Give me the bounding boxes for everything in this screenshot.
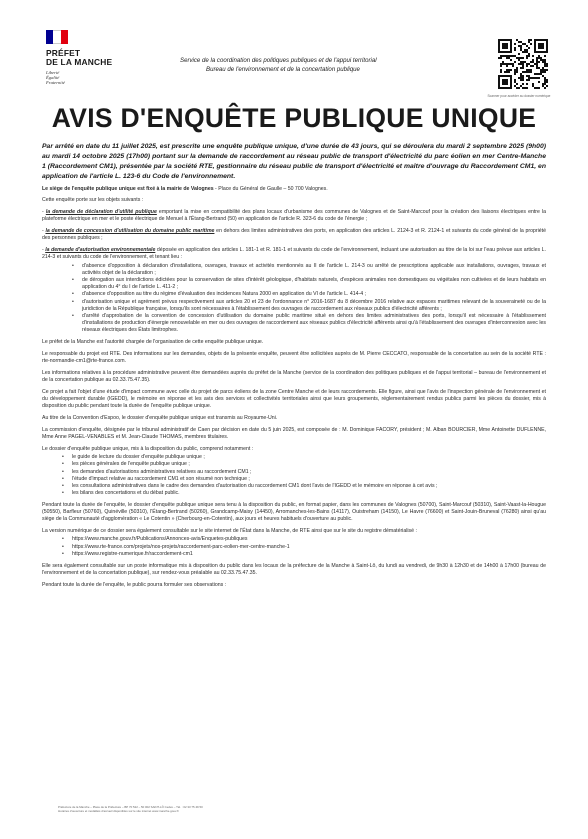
- object-text: en dehors des limites administratives des ports, en application des articles L. 2124-3 et R. 2124-1 et suivants du code général de la propriété des personnes publiques ;: [42, 228, 546, 242]
- project-owner-paragraph: Le responsable du projet est RTE. Des informations sur les demandes, objets de la présente enquête, peuvent être sollicitées auprès de M. Pierre CECCATO, responsable de la concertation au sein de la société RTE : rte-normandie-cm1@rte-france.com.: [42, 351, 546, 365]
- procedure-info-paragraph: Les informations relatives à la procédure administrative peuvent être demandées auprès du préfet de la Manche (service de la coordination des politiques publiques et de l'appui territorial – bureau de l'environnement et de la concertation publique au 02.33.75.47.35).: [42, 370, 546, 384]
- list-item: • d'absence d'opposition au titre du régime d'évaluation des incidences Natura 2000 en application du VI de l'article L. 414-4 ;: [82, 291, 546, 298]
- motto-liberte: Liberté: [46, 70, 60, 75]
- links-list: [42, 536, 546, 558]
- flag-white-stripe: [53, 30, 60, 44]
- list-item: • d'autorisation unique et agrément prévus respectivement aux articles 20 et 23 de l'ordonnance n° 2016-1687 du 8 décembre 2016 relative aux espaces maritimes relevant de la souveraineté ou de la juridiction de la République française, lorsqu'ils sont nécessaires à l'établissement des ouvrages de raccordement aux réseaux publics d'électricité afférents ;: [82, 299, 546, 313]
- object-text: emportant la mise en compatibilité des plans locaux d'urbanisme des communes de Valognes et de Saint-Marcouf pour la création des liaisons électriques entre la plateforme électrique en mer et le poste électrique de Menuel à l'Étang-Bertrand (50) en application de l'article R. 323-6 du code de l'énergie ;: [42, 209, 547, 223]
- dossier-list: [42, 454, 546, 497]
- dossier-intro: Le dossier d'enquête publique unique, mis à la disposition du public, comprend notamment :: [42, 446, 254, 453]
- motto-egalite: Égalité: [46, 75, 60, 81]
- bureau-line: Bureau de l'environnement et de la concertation publique: [206, 66, 360, 73]
- lead-paragraph: Par arrêté en date du 11 juillet 2025, est prescrite une enquête publique unique, d'une durée de 43 jours, qui se déroulera du mardi 2 septembre 2025 (9h00) au mardi 14 octobre 2025 (17h00) portant sur la demande de raccordement au réseau public de transport d'électricité du parc éolien en mer Centre-Manche 1 (Raccordement CM1), présentée par la société RTE, gestionnaire du réseau public de transport d'électricité et maître d'ouvrage du Raccordement CM1, en application de l'article L. 123-6 du Code de l'environnement.: [42, 143, 546, 180]
- logo-line-prefet: PRÉFET: [46, 48, 81, 58]
- link-registre-numerique[interactable]: • https://www.registre-numerique.fr/raccordement-cm1: [72, 551, 546, 558]
- footer-address: Préfecture de la Manche – Place de la Préfecture – BP 70 522 – 50 002 SAINT-LÔ Cedex – Tél. : 02 33 75 49 50: [58, 805, 203, 809]
- list-item: • les demandes d'autorisations administratives relatives au raccordement CM1 ;: [72, 469, 546, 476]
- espoo-paragraph: Au titre de la Convention d'Espoo, le dossier d'enquête publique unique est transmis au Royaume-Uni.: [42, 415, 278, 422]
- flag-blue-stripe: [46, 30, 53, 44]
- republic-motto: [46, 70, 156, 86]
- issuing-service: [180, 56, 500, 74]
- object-label: la demande de déclaration d'utilité publique: [45, 209, 157, 216]
- logo-line-manche: DE LA MANCHE: [46, 57, 113, 67]
- list-item: • les pièces générales de l'enquête publique unique ;: [72, 461, 546, 468]
- paper-dossier-paragraph: Pendant toute la durée de l'enquête, le dossier d'enquête publique unique sera tenu à la disposition du public, en format papier, dans les communes de Valognes (50700), Saint-Marcouf (50310), Saint-Vaast-la-Hougue (50550), Barfleur (50760), Quinéville (50310), l'Étang-Bertrand (50260), Grandcamp-Maisy (14450), Arromanches-les-Bains (14117), Ouistreham (14150), Le Havre (76600) et Saint-Jouin-Bruneval (76280) ainsi qu'au siège de la Communauté d'agglomération « Le Cotentin » (Cherbourg-en-Cotentin), aux jours et heures habituels d'ouverture au public.: [42, 502, 546, 523]
- siege-bold: Le siège de l'enquête publique unique est fixé à la mairie de Valognes: [42, 185, 214, 192]
- flag-red-stripe: [61, 30, 68, 44]
- authority-paragraph: Le préfet de la Manche est l'autorité chargée de l'organisation de cette enquête publique unique.: [42, 339, 264, 346]
- object-label: la demande d'autorisation environnementale: [45, 247, 156, 254]
- list-item: • les consultations administratives dans le cadre des demandes d'autorisation du raccordement CM1 dont l'avis de l'IGEDD et le mémoire en réponse à cet avis ;: [72, 483, 546, 490]
- footer-hours: Horaires d'ouverture et modalités d'accueil disponibles sur le site internet www.manche.gouv.fr: [58, 808, 179, 813]
- object-item: - la demande d'autorisation environnementale déposée en application des articles L. 181-1 et R. 181-1 et suivants du code de l'environnement, incluant une autorisation au titre de la loi sur l'eau prévue aux articles L. 214-3 et suivants du code de l'environnement, et tenant lieu :: [42, 247, 546, 261]
- object-item: - la demande de déclaration d'utilité publique emportant la mise en compatibilité des plans locaux d'urbanisme des communes de Valognes et de Saint-Marcouf pour la création des liaisons électriques entre la plateforme électrique en mer et le poste électrique de Menuel à l'Étang-Bertrand (50) en application de l'article R. 323-6 du code de l'énergie ;: [42, 209, 547, 223]
- notice-body: [42, 186, 546, 589]
- commission-paragraph: La commission d'enquête, désignée par le tribunal administratif de Caen par décision en date du 5 juin 2025, est composée de : M. Dominique FACORY, président ; M. Alban BOURCIER, Mme Antoinette DUFLENNE, Mme Anne PAGEL-VENABLES et M. Jean-Claude THOMAS, membres titulaires.: [42, 427, 546, 441]
- digital-dossier-paragraph: La version numérique de ce dossier sera également consultable sur le site internet de l'État dans la Manche, de RTE ainsi que sur le site du registre dématérialisé :: [42, 528, 417, 535]
- link-rte-france[interactable]: • https://www.rte-france.com/projets/nos-projets/raccordement-parc-eolien-mer-centre-manche-1: [72, 544, 546, 551]
- qr-caption: Scanner pour accéder au dossier numérique: [487, 94, 551, 98]
- list-item: • les bilans des concertations et du débat public.: [72, 490, 546, 497]
- list-item: • d'absence d'opposition à déclaration d'installations, ouvrages, travaux et activités mentionnés au II de l'article L. 214-3 ou arrêté de prescriptions applicable aux installations, ouvrages, travaux et activités objet de la déclaration ;: [82, 263, 546, 277]
- page-footer: [58, 806, 203, 814]
- header: [30, 30, 558, 98]
- object-item: - la demande de concession d'utilisation du domaine public maritime en dehors des limites administratives des ports, en application des articles L. 2124-3 et R. 2124-1 et suivants du code général de la propriété des personnes publiques ;: [42, 228, 546, 242]
- list-item: • l'étude d'impact relative au raccordement CM1 et son résumé non technique ;: [72, 476, 546, 483]
- list-item: • de dérogation aux interdictions édictées pour la conservation de sites d'intérêt géologique, d'habitats naturels, d'espèces animales non domestiques ou végétales non cultivées et de leurs habitats en application du 4° du I de l'article L. 411-2 ;: [82, 277, 546, 291]
- list-item: • le guide de lecture du dossier d'enquête publique unique ;: [72, 454, 546, 461]
- qr-code-icon[interactable]: [498, 39, 548, 89]
- page-title: AVIS D'ENQUÊTE PUBLIQUE UNIQUE: [51, 103, 537, 133]
- list-item: • d'arrêté d'approbation de la convention de concession d'utilisation du domaine public maritime situé en dehors des limites administratives des ports, lorsqu'il est nécessaire à l'établissement d'installations de production d'énergie renouvelable en mer ou des ouvrages de raccordement aux réseaux publics d'électricité afférents ainsi qu'à l'établissement des ouvrages d'interconnexion avec les réseaux électriques des États limitrophes.: [82, 313, 546, 335]
- observations-intro: Pendant toute la durée de l'enquête, le public pourra formuler ses observations :: [42, 581, 227, 588]
- siege-address: - Place du Général de Gaulle – 50 700 Valognes.: [213, 185, 328, 192]
- link-manche-gouv[interactable]: • https://www.manche.gouv.fr/Publications/Annonces-avis/Enquetes-publiques: [72, 536, 546, 543]
- siege-paragraph: [42, 186, 546, 193]
- impact-study-paragraph: Ce projet a fait l'objet d'une étude d'impact commune avec celle du projet de parcs éoliens de la zone Centre Manche et de leurs raccordements. Elle figure, ainsi que l'avis de l'inspection générale de l'environnement et du développement durable (IGEDD), le mémoire en réponse et les avis des services et collectivités territoriales ainsi que leurs groupements, réglementairement rendus publics parmi les pièces du dossier, mis à disposition du public pendant toute la durée de l'enquête publique unique.: [42, 389, 546, 410]
- tenant-lieu-list: [42, 263, 546, 335]
- computer-access-paragraph: Elle sera également consultable sur un poste informatique mis à disposition du public dans les locaux de la préfecture de la Manche à Saint-Lô, du lundi au vendredi, de 9h30 à 12h30 et de 14h00 à 17h00 (bureau de l'environnement et de la concertation publique), sur rendez-vous préalable au 02.33.75.47.35.: [42, 562, 546, 576]
- prefecture-logo: [46, 30, 156, 86]
- object-text: déposée en application des articles L. 181-1 et R. 181-1 et suivants du code de l'environnement, incluant une autorisation au titre de la loi sur l'eau prévue aux articles L. 214-3 et suivants du code de l'environnement, et tenant lieu :: [42, 247, 546, 261]
- service-line: Service de la coordination des politiques publiques et de l'appui territorial: [180, 57, 377, 64]
- object-label: la demande de concession d'utilisation du domaine public maritime: [45, 228, 215, 235]
- objects-intro: Cette enquête porte sur les objets suivants :: [42, 197, 144, 204]
- french-flag-icon: [46, 30, 68, 44]
- motto-fraternite: Fraternité: [46, 80, 65, 86]
